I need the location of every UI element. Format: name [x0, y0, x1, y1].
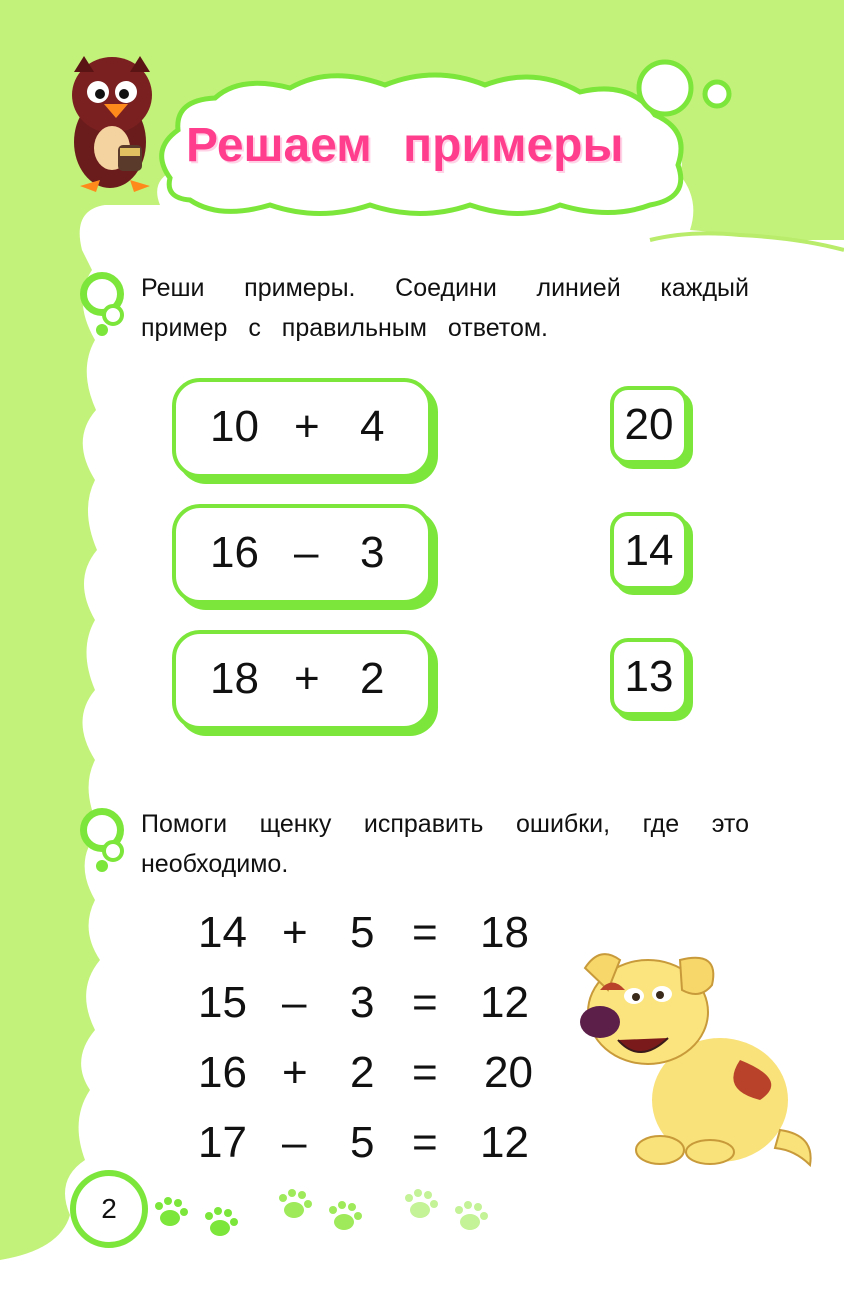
- expression-box-3[interactable]: [172, 630, 432, 730]
- task1-instruction-line2: пример с правильным ответом.: [141, 314, 548, 342]
- task2-instruction-line1: Помоги щенку исправить ошибки, где это: [141, 810, 749, 838]
- operator: +: [282, 1048, 308, 1097]
- operand-a: 14: [198, 908, 247, 957]
- operand-b: 3: [360, 528, 385, 577]
- title-bubble-large: [639, 62, 691, 114]
- operator: –: [282, 1118, 307, 1167]
- operand-a: 10: [210, 402, 259, 451]
- task1-instruction-line1: Реши примеры. Соедини линией каждый: [141, 274, 749, 302]
- operator: +: [282, 908, 308, 957]
- result[interactable]: 12: [480, 978, 529, 1027]
- answer-box-3[interactable]: 13: [610, 638, 688, 716]
- operand-b: 4: [360, 402, 385, 451]
- answer-box-2[interactable]: 14: [610, 512, 688, 590]
- operand-b: 2: [360, 654, 385, 703]
- task2-instruction: [141, 804, 749, 884]
- expression-box-2[interactable]: [172, 504, 432, 604]
- operand-b: 2: [350, 1048, 375, 1097]
- operand-b: 3: [350, 978, 375, 1027]
- operand-a: 18: [210, 654, 259, 703]
- operator: +: [294, 402, 320, 451]
- task1-instruction: [141, 268, 749, 348]
- page-title: Решаем примеры: [186, 119, 624, 172]
- equals-sign: =: [412, 978, 438, 1027]
- operator: –: [294, 528, 319, 577]
- page-number: 2: [70, 1170, 148, 1248]
- result[interactable]: 12: [480, 1118, 529, 1167]
- operand-a: 16: [210, 528, 259, 577]
- operator: –: [282, 978, 307, 1027]
- result[interactable]: 18: [480, 908, 529, 957]
- equals-sign: =: [412, 1048, 438, 1097]
- equals-sign: =: [412, 908, 438, 957]
- result[interactable]: 20: [484, 1048, 533, 1097]
- owl-illustration: [72, 56, 152, 192]
- operand-a: 15: [198, 978, 247, 1027]
- expression-box-1[interactable]: [172, 378, 432, 478]
- operand-b: 5: [350, 908, 375, 957]
- operand-b: 5: [350, 1118, 375, 1167]
- operand-a: 17: [198, 1118, 247, 1167]
- answer-box-1[interactable]: 20: [610, 386, 688, 464]
- operator: +: [294, 654, 320, 703]
- title-bubble-small: [705, 82, 729, 106]
- equals-sign: =: [412, 1118, 438, 1167]
- operand-a: 16: [198, 1048, 247, 1097]
- task2-instruction-line2: необходимо.: [141, 850, 289, 878]
